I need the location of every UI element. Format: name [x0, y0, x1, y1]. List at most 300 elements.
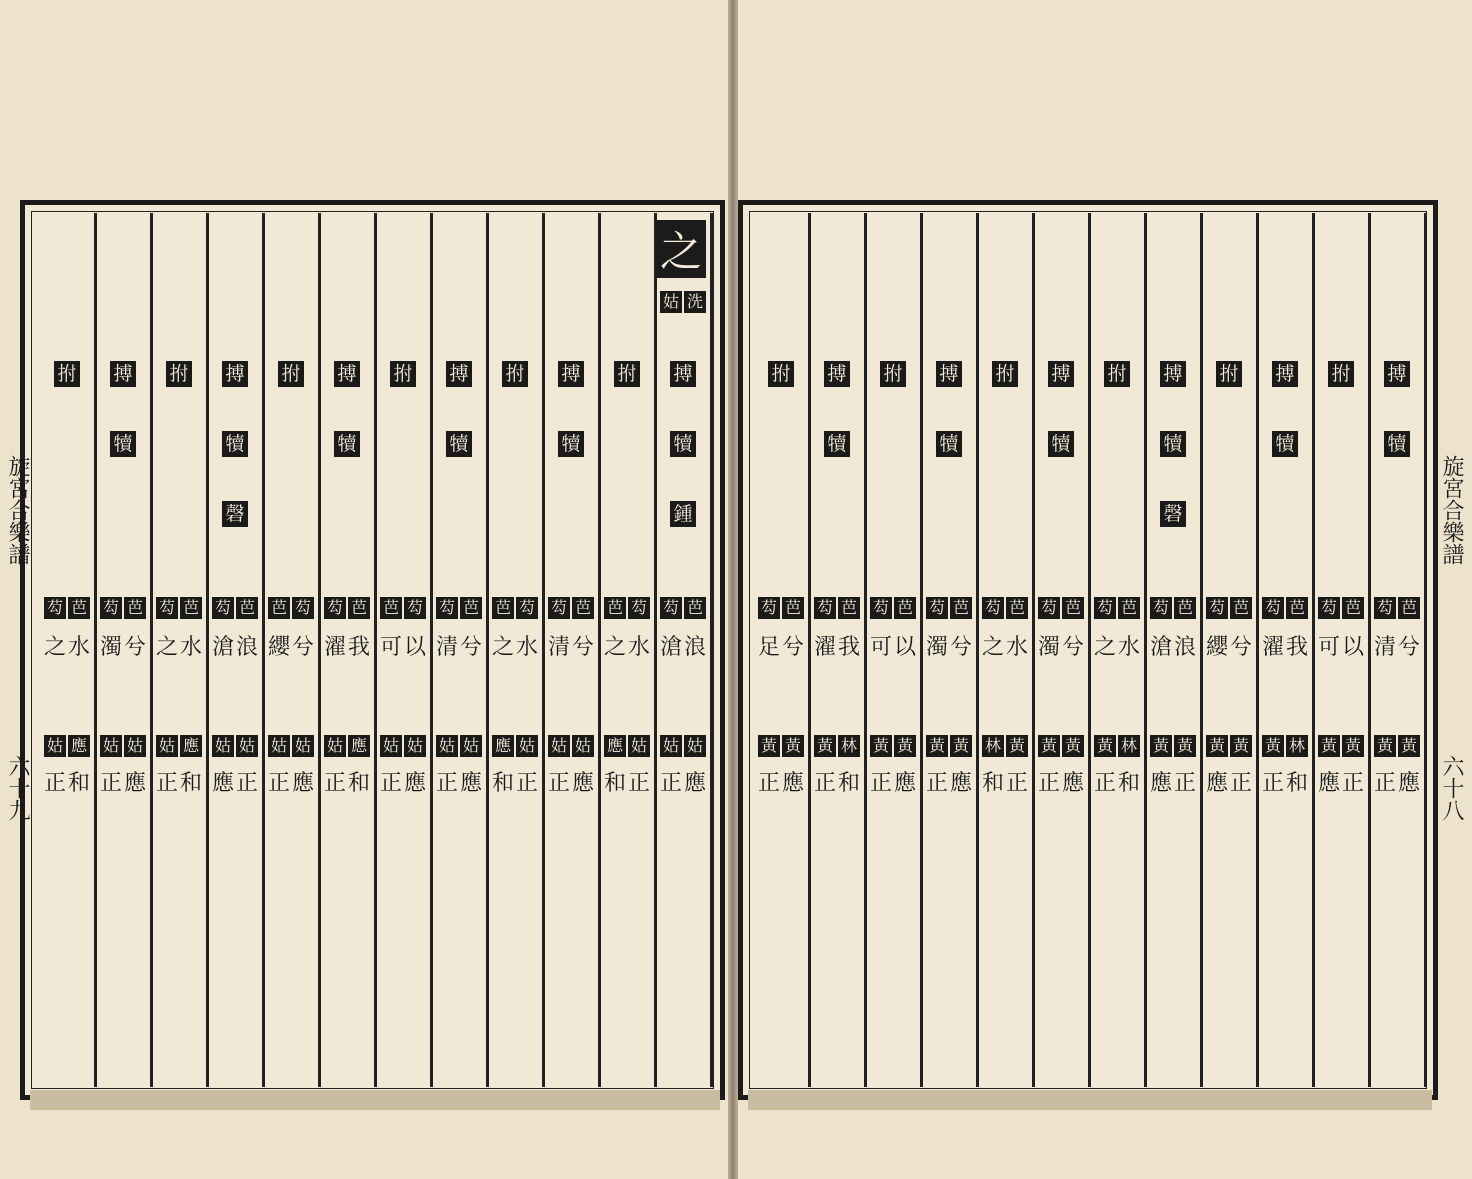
pitch-char: 黃 — [1094, 735, 1116, 757]
lyric-char: 水 — [628, 635, 651, 660]
instrument-cell — [810, 431, 864, 457]
pitch-cell — [40, 735, 94, 757]
pitch-char: 黃 — [894, 735, 916, 757]
note-char: 芶 — [1038, 597, 1060, 619]
instrument-char: 搏 — [1160, 361, 1186, 387]
note-char: 芭 — [684, 597, 706, 619]
instrument-char: 搏 — [558, 361, 584, 387]
mode-char: 正 — [1230, 771, 1253, 796]
mode-cell — [600, 773, 654, 795]
lyric-cell — [488, 637, 542, 659]
pitch-char: 姑 — [324, 735, 346, 757]
pitch-char: 黃 — [782, 735, 804, 757]
pitch-char: 姑 — [516, 735, 538, 757]
mode-pair — [268, 773, 314, 795]
note-cell — [376, 597, 430, 619]
pitch-char: 黃 — [1062, 735, 1084, 757]
lyric-char: 兮 — [1230, 635, 1253, 660]
mode-char: 正 — [43, 771, 66, 796]
instrument-cell — [656, 431, 710, 457]
instrument-char: 拊 — [880, 361, 906, 387]
note-char: 芭 — [950, 597, 972, 619]
instrument-cell — [208, 361, 262, 387]
note-char: 芶 — [1206, 597, 1228, 619]
mode-char: 正 — [1373, 771, 1396, 796]
instrument-char: 拊 — [166, 361, 192, 387]
score-column — [152, 213, 209, 1087]
lyric-char: 滄 — [1149, 635, 1172, 660]
instrument-char: 搏 — [1272, 361, 1298, 387]
mode-pair — [1150, 773, 1196, 795]
mode-cell — [1258, 773, 1312, 795]
instrument-cell — [152, 361, 206, 387]
lyric-char: 兮 — [124, 635, 147, 660]
mode-cell — [1370, 773, 1424, 795]
note-cell — [922, 597, 976, 619]
lyric-pair — [324, 637, 370, 659]
lyric-char: 我 — [348, 635, 371, 660]
note-char: 芭 — [68, 597, 90, 619]
pitch-char: 姑 — [548, 735, 570, 757]
lyric-pair — [814, 637, 860, 659]
note-char: 芶 — [628, 597, 650, 619]
pitch-char: 應 — [492, 735, 514, 757]
lyric-char: 滄 — [211, 635, 234, 660]
mode-char: 正 — [516, 771, 539, 796]
mode-cell — [96, 773, 150, 795]
mode-char: 正 — [1342, 771, 1365, 796]
mode-char: 和 — [68, 771, 91, 796]
pitch-cell — [376, 735, 430, 757]
mode-char: 和 — [981, 771, 1004, 796]
pitch-pair — [1262, 735, 1308, 757]
pitch-cell — [1314, 735, 1368, 757]
instrument-char: 犢 — [936, 431, 962, 457]
instrument-cell — [1146, 361, 1200, 387]
score-column — [320, 213, 377, 1087]
pitch-pair — [870, 735, 916, 757]
lyric-char: 以 — [404, 635, 427, 660]
score-column — [208, 213, 265, 1087]
note-cell — [488, 597, 542, 619]
note-cell — [1314, 597, 1368, 619]
mode-pair — [380, 773, 426, 795]
instrument-char: 拊 — [1216, 361, 1242, 387]
pitch-pair — [156, 735, 202, 757]
lyric-char: 兮 — [292, 635, 315, 660]
note-cell — [600, 597, 654, 619]
instrument-char: 拊 — [1104, 361, 1130, 387]
instrument-char: 犢 — [110, 431, 136, 457]
lyric-cell — [810, 637, 864, 659]
mode-pair — [100, 773, 146, 795]
lyric-char: 浪 — [1174, 635, 1197, 660]
note-char: 芭 — [460, 597, 482, 619]
note-cell — [1370, 597, 1424, 619]
note-char: 芶 — [516, 597, 538, 619]
note-pair — [212, 597, 258, 619]
head-char: 姑 — [660, 291, 682, 313]
instrument-char: 犢 — [1272, 431, 1298, 457]
note-pair — [548, 597, 594, 619]
lyric-cell — [1034, 637, 1088, 659]
instrument-cell — [376, 361, 430, 387]
note-char: 芭 — [1286, 597, 1308, 619]
instrument-char: 拊 — [54, 361, 80, 387]
mode-cell — [376, 773, 430, 795]
mode-pair — [1206, 773, 1252, 795]
pitch-pair — [1150, 735, 1196, 757]
lyric-char: 兮 — [460, 635, 483, 660]
note-char: 芭 — [894, 597, 916, 619]
pitch-char: 姑 — [268, 735, 290, 757]
note-pair — [492, 597, 538, 619]
mode-cell — [1034, 773, 1088, 795]
note-pair — [982, 597, 1028, 619]
pitch-char: 姑 — [292, 735, 314, 757]
instrument-char: 犢 — [1048, 431, 1074, 457]
pitch-char: 黃 — [1398, 735, 1420, 757]
instrument-char: 拊 — [992, 361, 1018, 387]
score-column — [866, 213, 923, 1087]
lyric-pair — [44, 637, 90, 659]
pitch-char: 應 — [68, 735, 90, 757]
pitch-pair — [100, 735, 146, 757]
pitch-pair — [492, 735, 538, 757]
left-bottom-band — [30, 1090, 720, 1110]
mode-char: 正 — [1037, 771, 1060, 796]
score-column — [1146, 213, 1203, 1087]
instrument-char: 拊 — [1328, 361, 1354, 387]
pitch-cell — [1202, 735, 1256, 757]
note-char: 芶 — [436, 597, 458, 619]
pitch-char: 林 — [982, 735, 1004, 757]
instrument-cell — [978, 361, 1032, 387]
note-char: 芭 — [124, 597, 146, 619]
right-margin-title: 旋宮合樂譜 — [1439, 455, 1464, 565]
right-margin-folio: 六十八 — [1439, 755, 1464, 821]
note-char: 芶 — [1262, 597, 1284, 619]
instrument-cell — [1258, 431, 1312, 457]
pitch-char: 黃 — [1206, 735, 1228, 757]
mode-char: 正 — [1261, 771, 1284, 796]
lyric-cell — [600, 637, 654, 659]
lyric-char: 兮 — [782, 635, 805, 660]
instrument-char: 拊 — [502, 361, 528, 387]
note-pair — [324, 597, 370, 619]
lyric-cell — [866, 637, 920, 659]
mode-pair — [1374, 773, 1420, 795]
instrument-char: 犢 — [670, 431, 696, 457]
mode-pair — [44, 773, 90, 795]
lyric-char: 兮 — [1062, 635, 1085, 660]
pitch-pair — [324, 735, 370, 757]
note-cell — [978, 597, 1032, 619]
note-char: 芭 — [268, 597, 290, 619]
lyric-cell — [320, 637, 374, 659]
pitch-char: 林 — [838, 735, 860, 757]
note-char: 芶 — [870, 597, 892, 619]
pitch-char: 應 — [604, 735, 626, 757]
instrument-char: 犢 — [334, 431, 360, 457]
note-char: 芭 — [1006, 597, 1028, 619]
score-column — [656, 213, 713, 1087]
mode-char: 正 — [813, 771, 836, 796]
note-pair — [1374, 597, 1420, 619]
pitch-char: 黃 — [950, 735, 972, 757]
mode-pair — [1038, 773, 1084, 795]
book-gutter — [728, 0, 738, 1179]
instrument-cell — [1090, 361, 1144, 387]
instrument-cell — [922, 361, 976, 387]
note-cell — [208, 597, 262, 619]
note-cell — [432, 597, 486, 619]
instrument-cell — [1146, 501, 1200, 527]
note-char: 芶 — [1094, 597, 1116, 619]
note-char: 芭 — [1230, 597, 1252, 619]
note-char: 芶 — [156, 597, 178, 619]
mode-char: 應 — [684, 771, 707, 796]
column-head — [656, 291, 710, 313]
mode-cell — [320, 773, 374, 795]
lyric-char: 可 — [869, 635, 892, 660]
mode-char: 正 — [547, 771, 570, 796]
instrument-char: 犢 — [222, 431, 248, 457]
score-column — [488, 213, 545, 1087]
mode-cell — [1202, 773, 1256, 795]
mode-cell — [152, 773, 206, 795]
instrument-cell — [432, 431, 486, 457]
lyric-char: 可 — [1317, 635, 1340, 660]
note-char: 芭 — [838, 597, 860, 619]
lyric-char: 水 — [1118, 635, 1141, 660]
lyric-cell — [1146, 637, 1200, 659]
mode-cell — [754, 773, 808, 795]
lyric-cell — [40, 637, 94, 659]
pitch-cell — [152, 735, 206, 757]
mode-cell — [264, 773, 318, 795]
mode-cell — [1090, 773, 1144, 795]
note-char: 芶 — [548, 597, 570, 619]
lyric-pair — [492, 637, 538, 659]
note-char: 芶 — [404, 597, 426, 619]
pitch-char: 姑 — [156, 735, 178, 757]
note-cell — [866, 597, 920, 619]
mode-cell — [866, 773, 920, 795]
mode-char: 正 — [99, 771, 122, 796]
lyric-pair — [1206, 637, 1252, 659]
mode-cell — [40, 773, 94, 795]
note-pair — [380, 597, 426, 619]
pitch-char: 黃 — [1174, 735, 1196, 757]
note-pair — [758, 597, 804, 619]
lyric-pair — [604, 637, 650, 659]
lyric-char: 纓 — [267, 635, 290, 660]
mode-pair — [870, 773, 916, 795]
lyric-char: 之 — [981, 635, 1004, 660]
instrument-cell — [544, 431, 598, 457]
note-pair — [1262, 597, 1308, 619]
instrument-char: 搏 — [222, 361, 248, 387]
mode-pair — [324, 773, 370, 795]
note-char: 芶 — [814, 597, 836, 619]
note-pair — [870, 597, 916, 619]
mode-char: 正 — [869, 771, 892, 796]
pitch-char: 黃 — [814, 735, 836, 757]
note-pair — [100, 597, 146, 619]
mode-char: 和 — [1286, 771, 1309, 796]
pitch-pair — [604, 735, 650, 757]
mode-cell — [208, 773, 262, 795]
pitch-pair — [268, 735, 314, 757]
pitch-cell — [488, 735, 542, 757]
lyric-char: 之 — [1093, 635, 1116, 660]
pitch-cell — [264, 735, 318, 757]
mode-char: 和 — [348, 771, 371, 796]
pitch-pair — [548, 735, 594, 757]
note-pair — [1038, 597, 1084, 619]
head-pair — [660, 291, 706, 313]
pitch-char: 姑 — [436, 735, 458, 757]
left-margin-title: 旋宮合樂譜 — [5, 455, 30, 565]
pitch-cell — [600, 735, 654, 757]
lyric-char: 浪 — [684, 635, 707, 660]
mode-char: 和 — [180, 771, 203, 796]
pitch-cell — [432, 735, 486, 757]
lyric-char: 兮 — [572, 635, 595, 660]
mode-pair — [212, 773, 258, 795]
pitch-cell — [96, 735, 150, 757]
score-column — [544, 213, 601, 1087]
lyric-char: 水 — [1006, 635, 1029, 660]
note-char: 芭 — [348, 597, 370, 619]
mode-pair — [492, 773, 538, 795]
lyric-pair — [982, 637, 1028, 659]
note-char: 芶 — [660, 597, 682, 619]
lyric-cell — [1258, 637, 1312, 659]
lyric-char: 濁 — [99, 635, 122, 660]
lyric-char: 水 — [516, 635, 539, 660]
note-cell — [544, 597, 598, 619]
lyric-pair — [548, 637, 594, 659]
mode-pair — [660, 773, 706, 795]
pitch-pair — [436, 735, 482, 757]
lyric-cell — [1090, 637, 1144, 659]
mode-pair — [1318, 773, 1364, 795]
instrument-char: 犢 — [1160, 431, 1186, 457]
pitch-char: 黃 — [1230, 735, 1252, 757]
instrument-cell — [1370, 361, 1424, 387]
note-cell — [1146, 597, 1200, 619]
mode-char: 和 — [838, 771, 861, 796]
note-char: 芶 — [1318, 597, 1340, 619]
pitch-pair — [1038, 735, 1084, 757]
instrument-char: 搏 — [670, 361, 696, 387]
instrument-char: 犢 — [446, 431, 472, 457]
note-char: 芭 — [380, 597, 402, 619]
lyric-char: 水 — [180, 635, 203, 660]
lyric-char: 滄 — [659, 635, 682, 660]
score-column — [754, 213, 811, 1087]
lyric-pair — [1094, 637, 1140, 659]
lyric-pair — [1150, 637, 1196, 659]
instrument-char: 搏 — [1048, 361, 1074, 387]
mode-cell — [978, 773, 1032, 795]
pitch-char: 黃 — [926, 735, 948, 757]
mode-char: 正 — [435, 771, 458, 796]
lyric-char: 清 — [1373, 635, 1396, 660]
note-char: 芶 — [982, 597, 1004, 619]
mode-char: 應 — [404, 771, 427, 796]
lyric-pair — [436, 637, 482, 659]
note-cell — [1034, 597, 1088, 619]
lyric-char: 之 — [43, 635, 66, 660]
instrument-cell — [754, 361, 808, 387]
instrument-cell — [1146, 431, 1200, 457]
mode-char: 正 — [379, 771, 402, 796]
lyric-char: 足 — [757, 635, 780, 660]
instrument-char: 搏 — [110, 361, 136, 387]
score-column — [40, 213, 97, 1087]
note-pair — [436, 597, 482, 619]
lyric-cell — [656, 637, 710, 659]
pitch-char: 林 — [1118, 735, 1140, 757]
pitch-pair — [814, 735, 860, 757]
lyric-cell — [922, 637, 976, 659]
note-pair — [604, 597, 650, 619]
score-column — [1370, 213, 1427, 1087]
pitch-char: 黃 — [1374, 735, 1396, 757]
lyric-pair — [1374, 637, 1420, 659]
lyric-char: 兮 — [1398, 635, 1421, 660]
note-char: 芶 — [1374, 597, 1396, 619]
score-column — [600, 213, 657, 1087]
instrument-char: 磬 — [222, 501, 248, 527]
note-cell — [810, 597, 864, 619]
note-cell — [1090, 597, 1144, 619]
lyric-pair — [268, 637, 314, 659]
score-column — [922, 213, 979, 1087]
instrument-cell — [1202, 361, 1256, 387]
instrument-char: 犢 — [824, 431, 850, 457]
note-pair — [268, 597, 314, 619]
note-char: 芭 — [782, 597, 804, 619]
mode-char: 應 — [572, 771, 595, 796]
pitch-cell — [754, 735, 808, 757]
note-cell — [656, 597, 710, 619]
instrument-cell — [810, 361, 864, 387]
mode-char: 正 — [628, 771, 651, 796]
pitch-char: 姑 — [44, 735, 66, 757]
pitch-pair — [44, 735, 90, 757]
pitch-char: 姑 — [660, 735, 682, 757]
lyric-char: 我 — [838, 635, 861, 660]
score-column — [1314, 213, 1371, 1087]
pitch-cell — [1146, 735, 1200, 757]
mode-char: 應 — [124, 771, 147, 796]
pitch-pair — [380, 735, 426, 757]
pitch-char: 黃 — [1150, 735, 1172, 757]
mode-char: 正 — [1093, 771, 1116, 796]
mode-char: 應 — [1398, 771, 1421, 796]
mode-cell — [1146, 773, 1200, 795]
note-char: 芶 — [926, 597, 948, 619]
instrument-char: 搏 — [334, 361, 360, 387]
pitch-char: 黃 — [1006, 735, 1028, 757]
mode-char: 正 — [1174, 771, 1197, 796]
mode-char: 正 — [155, 771, 178, 796]
instrument-char: 搏 — [936, 361, 962, 387]
